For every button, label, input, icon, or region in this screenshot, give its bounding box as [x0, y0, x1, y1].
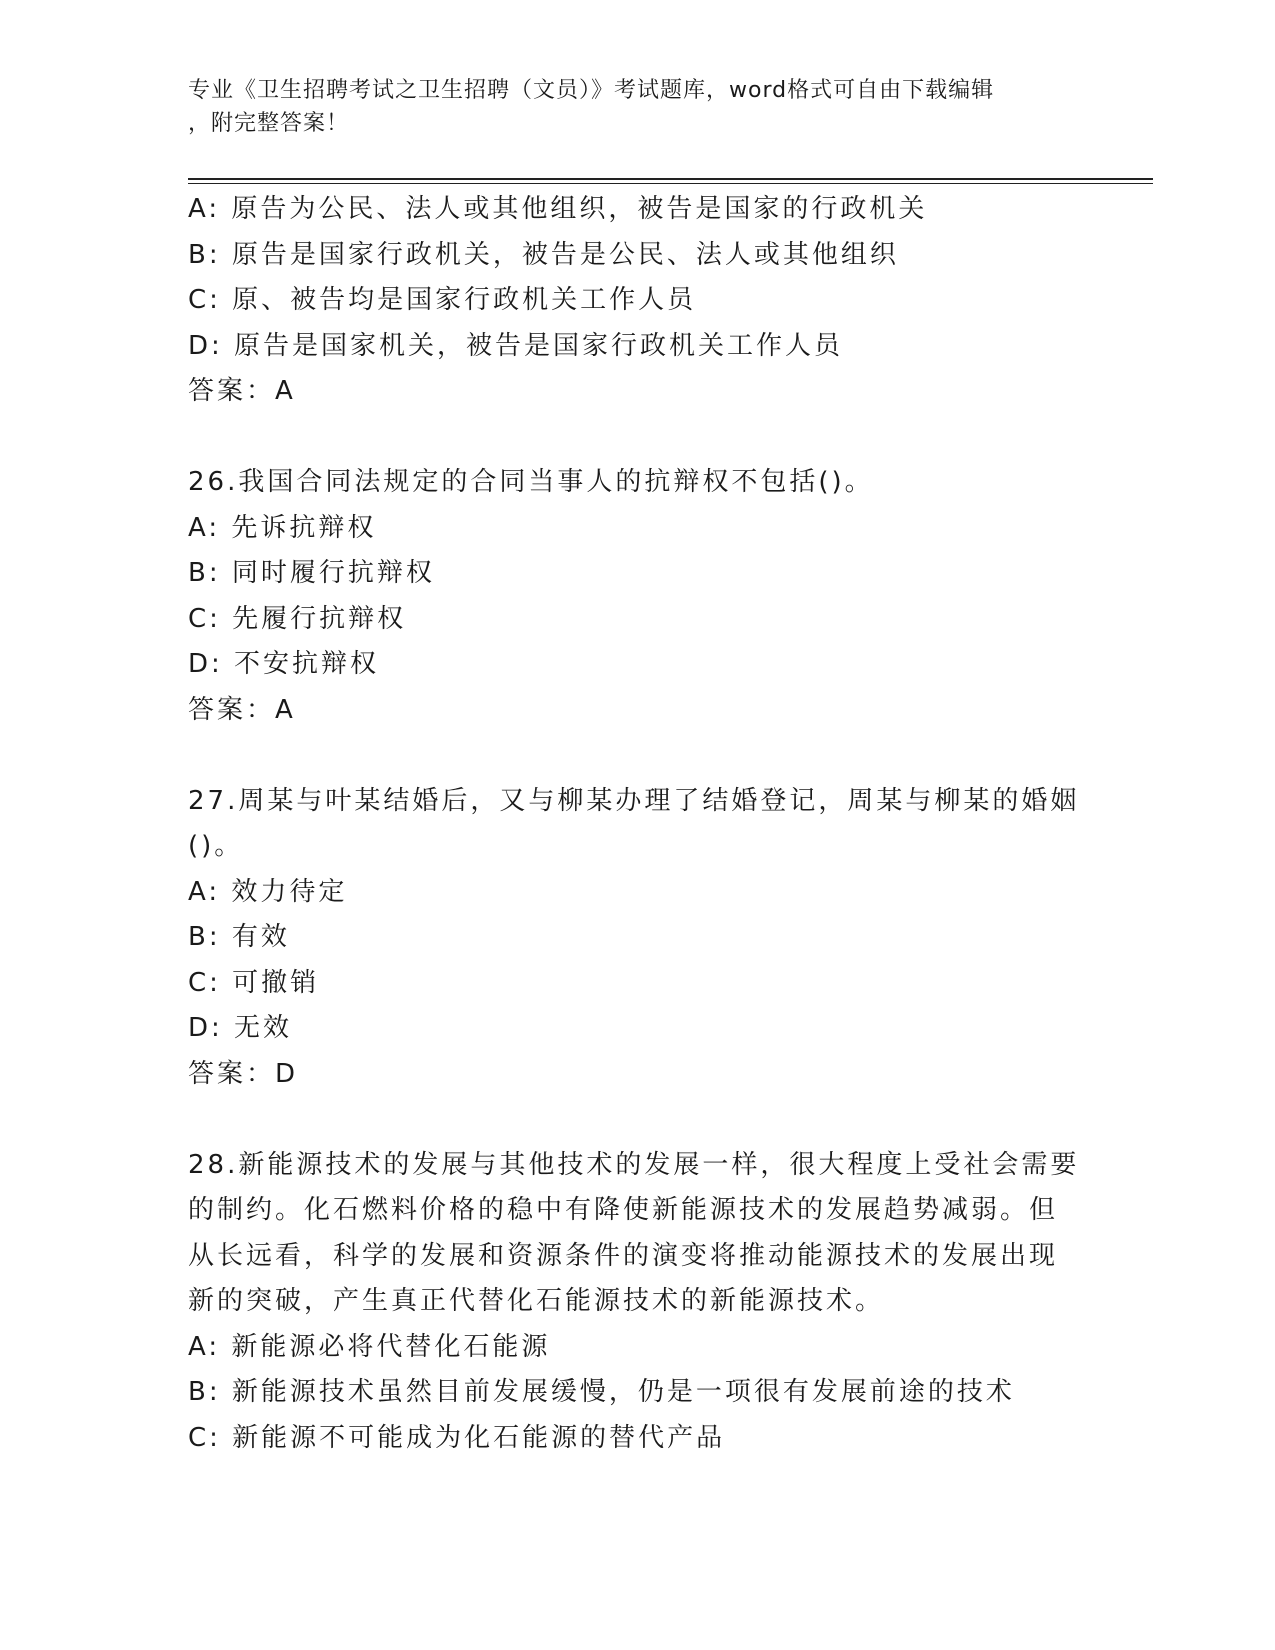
- header-line-1: 专业《卫生招聘考试之卫生招聘（文员）》考试题库，word格式可自由下载编辑: [188, 78, 995, 103]
- option-c: C: 原、被告均是国家行政机关工作人员: [188, 285, 697, 315]
- question-stem-line-2: 的制约。化石燃料价格的稳中有降使新能源技术的发展趋势减弱。但: [188, 1195, 1059, 1225]
- option-b: B: 新能源技术虽然目前发展缓慢，仍是一项很有发展前途的技术: [188, 1377, 1015, 1407]
- option-a: A: 先诉抗辩权: [188, 512, 377, 543]
- document-header: [188, 74, 1088, 140]
- question-list: [188, 187, 1088, 1461]
- option-a: A: 原告为公民、法人或其他组织，被告是国家的行政机关: [188, 194, 928, 224]
- option-b: B: 有效: [188, 922, 290, 952]
- answer: 答案：A: [188, 694, 296, 725]
- option-c: C: 可撤销: [188, 967, 320, 998]
- option-b: B: 同时履行抗辩权: [188, 558, 435, 588]
- option-d: D: 不安抗辩权: [188, 649, 380, 679]
- question-27: [188, 779, 1088, 1098]
- question-stem-line-3: 从长远看，科学的发展和资源条件的演变将推动能源技术的发展出现: [188, 1240, 1059, 1271]
- spacer: [188, 733, 1088, 779]
- question-25: [188, 187, 1088, 415]
- header-divider-thick: [188, 178, 1153, 180]
- question-28: [188, 1143, 1088, 1462]
- question-stem-line-1: 28.新能源技术的发展与其他技术的发展一样，很大程度上受社会需要: [188, 1149, 1080, 1180]
- spacer: [188, 415, 1088, 461]
- question-stem-line-4: 新的突破，产生真正代替化石能源技术的新能源技术。: [188, 1286, 885, 1316]
- header-divider-thin: [188, 183, 1153, 184]
- question-stem-line-2: ()。: [188, 831, 244, 861]
- option-d: D: 无效: [188, 1013, 293, 1043]
- question-stem: 26.我国合同法规定的合同当事人的抗辩权不包括()。: [188, 467, 874, 497]
- answer: 答案：A: [188, 376, 296, 406]
- option-a: A: 效力待定: [188, 876, 348, 907]
- question-stem-line-1: 27.周某与叶某结婚后，又与柳某办理了结婚登记，周某与柳某的婚姻: [188, 785, 1080, 816]
- header-line-2: ，附完整答案！: [188, 111, 350, 136]
- option-b: B: 原告是国家行政机关，被告是公民、法人或其他组织: [188, 239, 899, 270]
- answer: 答案：D: [188, 1058, 299, 1089]
- option-d: D: 原告是国家机关，被告是国家行政机关工作人员: [188, 330, 844, 361]
- option-a: A: 新能源必将代替化石能源: [188, 1331, 551, 1362]
- question-26: [188, 460, 1088, 733]
- option-c: C: 新能源不可能成为化石能源的替代产品: [188, 1422, 726, 1453]
- option-c: C: 先履行抗辩权: [188, 603, 407, 634]
- spacer: [188, 1097, 1088, 1143]
